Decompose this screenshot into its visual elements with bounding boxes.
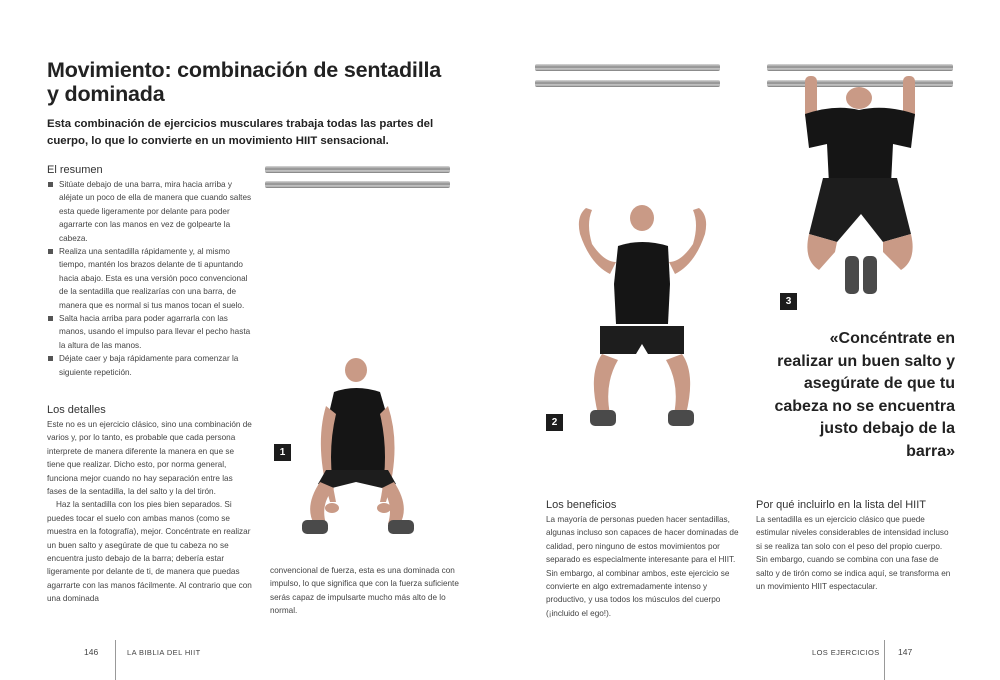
list-item: Sitúate debajo de una barra, mira hacia arriba y aléjate un poco de ella de manera que cuando saltes esta quede ligeramente por delante para poder agarrarte con las manos en vez de golpearte la cabeza. (47, 178, 253, 245)
beneficios-section (546, 499, 746, 620)
beneficios-text: La mayoría de personas pueden hacer sentadillas, algunas incluso son capaces de hacer dominadas de calidad, pero ninguno de estos movimientos por separado es especialmente interesante para el HIIT. Sin embargo, al combinar ambos, este ejercicio se convierte en algo extremadamente intenso y productivo, y usa todos los músculos del cuerpo (¡incluido el ego!). (546, 515, 739, 618)
page-title: Movimiento: combinación de sentadilla y dominada (47, 58, 441, 106)
step-2-badge: 2 (546, 414, 563, 431)
jumping-athlete-photo (570, 204, 715, 444)
list-item: Realiza una sentadilla rápidamente y, al mismo tiempo, mantén los brazos delante de ti apuntando hacia abajo. Esta es una versión poco convencional de la sentadilla que realizarías con una barra, de manera que es normal si tus manos tocan el suelo. (47, 245, 253, 312)
footer-divider (115, 640, 116, 680)
pullup-bar-illustration (265, 166, 450, 173)
hanging-athlete-photo (795, 74, 925, 304)
porque-heading: Por qué incluirlo en la lista del HIIT (756, 499, 926, 511)
detalles-paragraph: Este no es un ejercicio clásico, sino una combinación de varios y, por lo tanto, es probable que cada persona interprete de manera diferente la manera en que se tiene que realizar. Dicho esto, por norma general, funciona mejor cuando no hay separación entre las fases de la sentadilla, la del salto y la del tirón. (47, 420, 252, 497)
footer-label: LOS EJERCICIOS (812, 648, 880, 657)
step-1-badge: 1 (274, 444, 291, 461)
pullup-bar-illustration (535, 64, 720, 71)
list-item: Déjate caer y baja rápidamente para comenzar la siguiente repetición. (47, 352, 253, 379)
resumen-heading: El resumen (47, 164, 103, 176)
pull-quote: «Concéntrate en realizar un buen salto y asegúrate de que tu cabeza no se encuentra justo debajo de la barra» (774, 330, 955, 460)
resumen-list (47, 178, 253, 379)
detalles-continuation (270, 564, 460, 618)
porque-text: La sentadilla es un ejercicio clásico que puede estimular niveles considerables de intensidad incluso si se realiza tan solo con el peso del propio cuerpo. Sin embargo, cuando se combina con una fase de salto y de tirón como se indica aquí, se transforma en un movimiento HIIT espectacular. (756, 515, 951, 592)
pullup-bar-illustration (767, 64, 953, 71)
footer-label: LA BIBLIA DEL HIIT (127, 648, 201, 657)
list-item: Salta hacia arriba para poder agarrarla con las manos, usando el impulso para llevar el pecho hasta la altura de las manos. (47, 312, 253, 352)
detalles-heading: Los detalles (47, 404, 106, 416)
detalles-paragraph: convencional de fuerza, esta es una dominada con impulso, lo que significa que con la fuerza suficiente serás capaz de impulsarte mucho más alto de lo normal. (270, 566, 459, 616)
squat-athlete-photo (296, 356, 426, 546)
footer-divider (884, 640, 885, 680)
intro-paragraph: Esta combinación de ejercicios musculares trabaja todas las partes del cuerpo, lo que lo convierte en un movimiento HIIT sensacional. (47, 118, 434, 147)
detalles-paragraph: Haz la sentadilla con los pies bien separados. Si puedes tocar el suelo con ambas manos (como se muestra en la fotografía), mejor. Concéntrate en realizar un buen salto y asegúrate de que tu cabeza no se encuentra justo debajo de la barra; debería estar ligeramente por delante de ti, de manera que puedas agarrarte con las manos fácilmente. Al contrario que con una dominada (47, 500, 252, 604)
beneficios-heading: Los beneficios (546, 499, 617, 511)
porque-section (756, 499, 956, 593)
pullup-bar-illustration (265, 181, 450, 188)
pullup-bar-illustration (535, 80, 720, 87)
step-3-badge: 3 (780, 293, 797, 310)
page-number: 146 (84, 647, 99, 657)
detalles-section (47, 404, 252, 606)
page-number: 147 (898, 647, 913, 657)
resumen-section (47, 164, 253, 379)
